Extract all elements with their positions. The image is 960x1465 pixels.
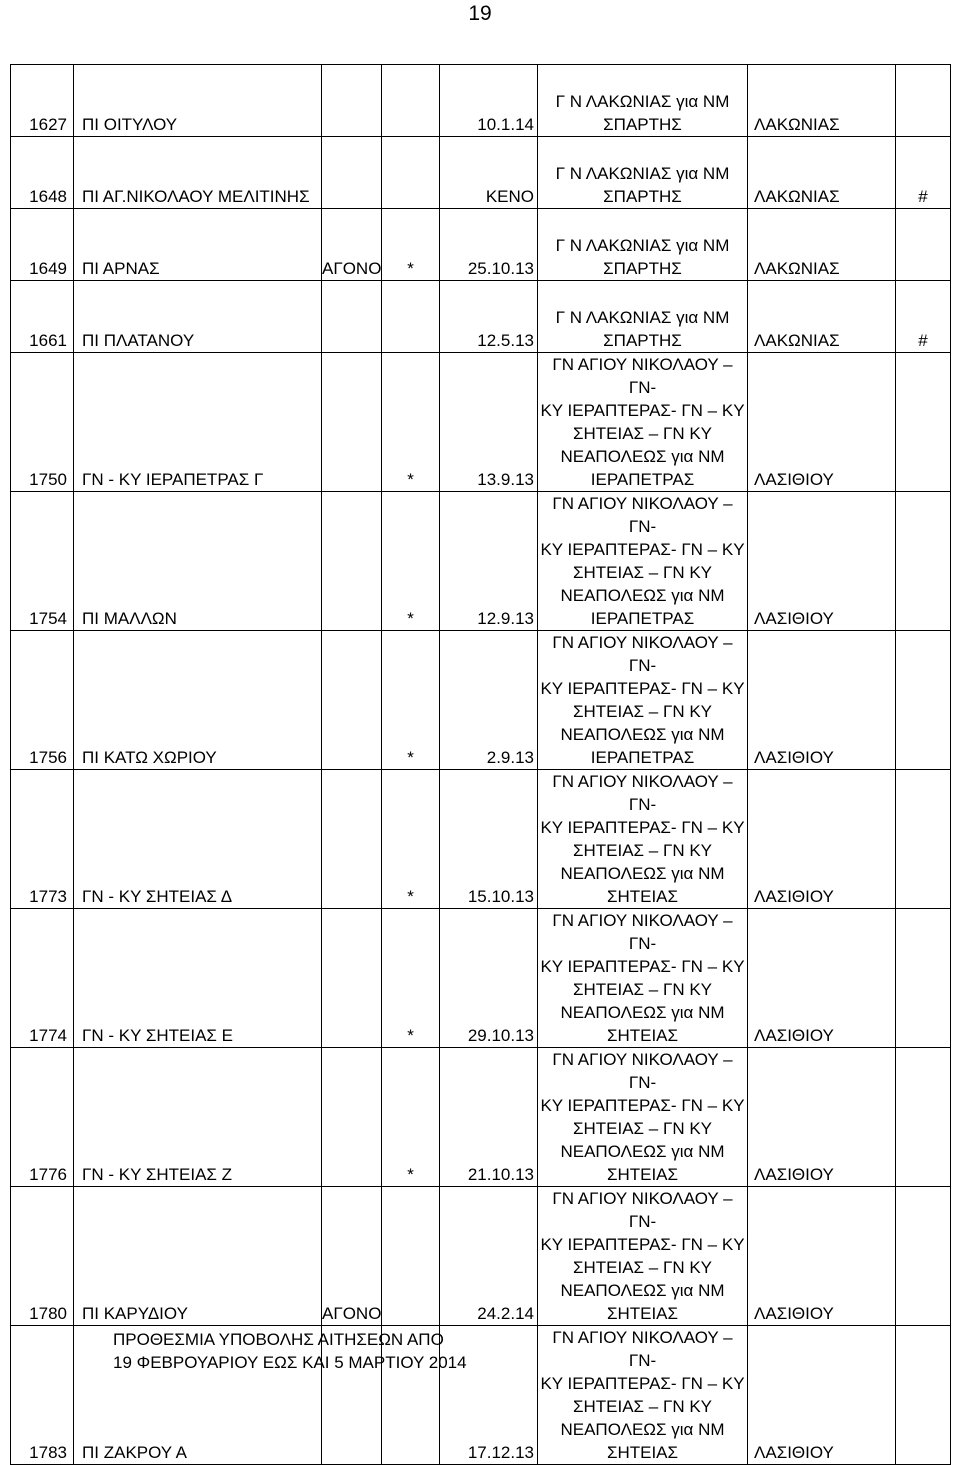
- assignment-line: ΣΠΑΡΤΗΣ: [603, 187, 682, 206]
- table-row: [11, 770, 951, 909]
- mark-cell: [896, 1048, 951, 1187]
- page-number: 19: [468, 2, 492, 25]
- unit-name-cell: ΠΙ ΟΙΤΥΛΟΥ: [74, 65, 322, 137]
- assignment-line: ΣΠΑΡΤΗΣ: [603, 331, 682, 350]
- assignment-line: ΓΝ ΑΓΙΟΥ ΝΙΚΟΛΑΟΥ – ΓΝ-: [552, 633, 733, 675]
- region-cell: ΛΑΚΩΝΙΑΣ: [748, 65, 896, 137]
- star-cell: [382, 1187, 440, 1326]
- agono-cell: ΑΓΟΝΟ: [322, 209, 382, 281]
- star-cell: *: [382, 909, 440, 1048]
- mark-cell: #: [896, 281, 951, 353]
- date-cell: 24.2.14: [440, 1187, 538, 1326]
- assignment-line: ΣΗΤΕΙΑΣ: [606, 1443, 679, 1462]
- assignment-cell: [538, 492, 748, 631]
- assignment-line: ΓΝ ΑΓΙΟΥ ΝΙΚΟΛΑΟΥ – ΓΝ-: [552, 1328, 733, 1370]
- region-cell: ΛΑΣΙΘΙΟΥ: [748, 1048, 896, 1187]
- region-cell: ΛΑΣΙΘΙΟΥ: [748, 1187, 896, 1326]
- assignment-cell: [538, 353, 748, 492]
- assignment-line: ΣΗΤΕΙΑΣ: [606, 1165, 679, 1184]
- table-row: [11, 1048, 951, 1187]
- assignment-line: ΣΠΑΡΤΗΣ: [603, 259, 682, 278]
- assignment-line: ΣΗΤΕΙΑΣ: [606, 1304, 679, 1323]
- unit-name-cell: ΠΙ ΑΓ.ΝΙΚΟΛΑΟΥ ΜΕΛΙΤΙΝΗΣ: [74, 137, 322, 209]
- date-cell: ΚΕΝΟ: [440, 137, 538, 209]
- star-cell: *: [382, 492, 440, 631]
- unit-name-cell: ΠΙ ΜΑΛΛΩΝ: [74, 492, 322, 631]
- row-number-cell: 1754: [11, 492, 74, 631]
- unit-name-cell: ΠΙ ΖΑΚΡΟΥ Α: [74, 1326, 322, 1465]
- row-number-cell: 1773: [11, 770, 74, 909]
- date-cell: 13.9.13: [440, 353, 538, 492]
- row-number-cell: 1783: [11, 1326, 74, 1465]
- assignment-line: ΓΝ ΑΓΙΟΥ ΝΙΚΟΛΑΟΥ – ΓΝ-: [552, 355, 733, 397]
- unit-name-cell: ΠΙ ΑΡΝΑΣ: [74, 209, 322, 281]
- row-number-cell: 1661: [11, 281, 74, 353]
- mark-cell: [896, 353, 951, 492]
- star-cell: *: [382, 353, 440, 492]
- row-number-cell: 1774: [11, 909, 74, 1048]
- assignment-cell: [538, 281, 748, 353]
- unit-name-cell: ΓΝ - ΚΥ ΣΗΤΕΙΑΣ Δ: [74, 770, 322, 909]
- region-cell: ΛΑΣΙΘΙΟΥ: [748, 1326, 896, 1465]
- region-cell: ΛΑΣΙΘΙΟΥ: [748, 492, 896, 631]
- region-cell: ΛΑΣΙΘΙΟΥ: [748, 909, 896, 1048]
- unit-name-cell: ΠΙ ΠΛΑΤΑΝΟΥ: [74, 281, 322, 353]
- table-row: [11, 631, 951, 770]
- assignment-line: ΝΕΑΠΟΛΕΩΣ για ΝΜ: [560, 1420, 725, 1439]
- assignment-line: ΓΝ ΑΓΙΟΥ ΝΙΚΟΛΑΟΥ – ΓΝ-: [552, 772, 733, 814]
- assignment-line: ΚΥ ΙΕΡΑΠΤΕΡΑΣ- ΓΝ – ΚΥ: [540, 957, 745, 976]
- assignment-line: ΣΗΤΕΙΑΣ – ΓΝ ΚΥ: [572, 841, 713, 860]
- assignment-cell: [538, 65, 748, 137]
- assignment-line: ΝΕΑΠΟΛΕΩΣ για ΝΜ: [560, 1003, 725, 1022]
- unit-name-cell: ΓΝ - ΚΥ ΣΗΤΕΙΑΣ Ε: [74, 909, 322, 1048]
- date-cell: 21.10.13: [440, 1048, 538, 1187]
- star-cell: *: [382, 631, 440, 770]
- agono-cell: [322, 770, 382, 909]
- date-cell: 25.10.13: [440, 209, 538, 281]
- deadline-footer: [113, 1328, 467, 1374]
- date-cell: 17.12.13: [440, 1326, 538, 1465]
- assignment-line: ΚΥ ΙΕΡΑΠΤΕΡΑΣ- ΓΝ – ΚΥ: [540, 1235, 745, 1254]
- region-cell: ΛΑΚΩΝΙΑΣ: [748, 281, 896, 353]
- agono-cell: [322, 1048, 382, 1187]
- assignment-line: ΝΕΑΠΟΛΕΩΣ για ΝΜ: [560, 447, 725, 466]
- assignment-line: ΝΕΑΠΟΛΕΩΣ για ΝΜ: [560, 1142, 725, 1161]
- assignment-line: ΓΝ ΑΓΙΟΥ ΝΙΚΟΛΑΟΥ – ΓΝ-: [552, 1189, 733, 1231]
- assignment-line: ΝΕΑΠΟΛΕΩΣ για ΝΜ: [560, 586, 725, 605]
- agono-cell: [322, 631, 382, 770]
- assignment-line: ΙΕΡΑΠΕΤΡΑΣ: [590, 609, 695, 628]
- star-cell: *: [382, 770, 440, 909]
- assignment-line: ΚΥ ΙΕΡΑΠΤΕΡΑΣ- ΓΝ – ΚΥ: [540, 679, 745, 698]
- assignment-line: ΚΥ ΙΕΡΑΠΤΕΡΑΣ- ΓΝ – ΚΥ: [540, 1374, 745, 1393]
- assignment-line: Γ Ν ΛΑΚΩΝΙΑΣ για ΝΜ: [555, 164, 730, 183]
- date-cell: 12.9.13: [440, 492, 538, 631]
- row-number-cell: 1756: [11, 631, 74, 770]
- assignment-line: Γ Ν ΛΑΚΩΝΙΑΣ για ΝΜ: [555, 92, 730, 111]
- positions-table: [10, 64, 951, 1465]
- mark-cell: #: [896, 137, 951, 209]
- table-row: [11, 353, 951, 492]
- region-cell: ΛΑΚΩΝΙΑΣ: [748, 137, 896, 209]
- table-row: [11, 281, 951, 353]
- mark-cell: [896, 492, 951, 631]
- assignment-line: ΣΗΤΕΙΑΣ – ΓΝ ΚΥ: [572, 424, 713, 443]
- assignment-line: ΣΗΤΕΙΑΣ – ΓΝ ΚΥ: [572, 1258, 713, 1277]
- mark-cell: [896, 770, 951, 909]
- assignment-cell: [538, 770, 748, 909]
- assignment-line: ΝΕΑΠΟΛΕΩΣ για ΝΜ: [560, 725, 725, 744]
- assignment-line: ΣΗΤΕΙΑΣ: [606, 887, 679, 906]
- assignment-line: Γ Ν ΛΑΚΩΝΙΑΣ για ΝΜ: [555, 236, 730, 255]
- agono-cell: [322, 281, 382, 353]
- agono-cell: [322, 353, 382, 492]
- region-cell: ΛΑΣΙΘΙΟΥ: [748, 631, 896, 770]
- assignment-cell: [538, 1048, 748, 1187]
- assignment-line: ΝΕΑΠΟΛΕΩΣ για ΝΜ: [560, 864, 725, 883]
- assignment-line: ΓΝ ΑΓΙΟΥ ΝΙΚΟΛΑΟΥ – ΓΝ-: [552, 911, 733, 953]
- row-number-cell: 1776: [11, 1048, 74, 1187]
- agono-cell: [322, 65, 382, 137]
- table-body: [11, 65, 951, 1465]
- agono-cell: [322, 909, 382, 1048]
- star-cell: [382, 281, 440, 353]
- assignment-line: ΚΥ ΙΕΡΑΠΤΕΡΑΣ- ΓΝ – ΚΥ: [540, 540, 745, 559]
- star-cell: [382, 137, 440, 209]
- table-row: [11, 137, 951, 209]
- assignment-line: ΣΗΤΕΙΑΣ – ΓΝ ΚΥ: [572, 1119, 713, 1138]
- star-cell: *: [382, 1048, 440, 1187]
- assignment-cell: [538, 909, 748, 1048]
- date-cell: 12.5.13: [440, 281, 538, 353]
- assignment-line: ΙΕΡΑΠΕΤΡΑΣ: [590, 470, 695, 489]
- table-row: [11, 209, 951, 281]
- star-cell: [382, 65, 440, 137]
- unit-name-cell: ΓΝ - ΚΥ ΙΕΡΑΠΕΤΡΑΣ Γ: [74, 353, 322, 492]
- date-cell: 29.10.13: [440, 909, 538, 1048]
- region-cell: ΛΑΣΙΘΙΟΥ: [748, 770, 896, 909]
- mark-cell: [896, 1187, 951, 1326]
- row-number-cell: 1750: [11, 353, 74, 492]
- footer-line-2: 19 ΦΕΒΡΟΥΑΡΙΟΥ ΕΩΣ ΚΑΙ 5 ΜΑΡΤΙΟΥ 2014: [113, 1353, 467, 1372]
- assignment-cell: [538, 631, 748, 770]
- unit-name-cell: ΠΙ ΚΑΡΥΔΙΟΥ: [74, 1187, 322, 1326]
- assignment-line: ΣΗΤΕΙΑΣ – ΓΝ ΚΥ: [572, 980, 713, 999]
- assignment-line: ΚΥ ΙΕΡΑΠΤΕΡΑΣ- ΓΝ – ΚΥ: [540, 818, 745, 837]
- assignment-cell: [538, 209, 748, 281]
- table-row: [11, 1187, 951, 1326]
- assignment-line: ΣΗΤΕΙΑΣ – ΓΝ ΚΥ: [572, 563, 713, 582]
- date-cell: 15.10.13: [440, 770, 538, 909]
- assignment-line: ΣΠΑΡΤΗΣ: [603, 115, 682, 134]
- assignment-line: ΣΗΤΕΙΑΣ – ΓΝ ΚΥ: [572, 1397, 713, 1416]
- unit-name-cell: ΓΝ - ΚΥ ΣΗΤΕΙΑΣ Ζ: [74, 1048, 322, 1187]
- assignment-line: ΚΥ ΙΕΡΑΠΤΕΡΑΣ- ΓΝ – ΚΥ: [540, 401, 745, 420]
- assignment-line: ΙΕΡΑΠΕΤΡΑΣ: [590, 748, 695, 767]
- assignment-line: ΝΕΑΠΟΛΕΩΣ για ΝΜ: [560, 1281, 725, 1300]
- footer-line-1: ΠΡΟΘΕΣΜΙΑ ΥΠΟΒΟΛΗΣ ΑΙΤΗΣΕΩΝ ΑΠΟ: [113, 1330, 444, 1349]
- assignment-line: ΚΥ ΙΕΡΑΠΤΕΡΑΣ- ΓΝ – ΚΥ: [540, 1096, 745, 1115]
- unit-name-cell: ΠΙ ΚΑΤΩ ΧΩΡΙΟΥ: [74, 631, 322, 770]
- agono-cell: ΑΓΟΝΟ: [322, 1187, 382, 1326]
- star-cell: *: [382, 209, 440, 281]
- row-number-cell: 1648: [11, 137, 74, 209]
- assignment-line: ΣΗΤΕΙΑΣ: [606, 1026, 679, 1045]
- mark-cell: [896, 65, 951, 137]
- date-cell: 10.1.14: [440, 65, 538, 137]
- region-cell: ΛΑΚΩΝΙΑΣ: [748, 209, 896, 281]
- row-number-cell: 1649: [11, 209, 74, 281]
- assignment-line: ΣΗΤΕΙΑΣ – ΓΝ ΚΥ: [572, 702, 713, 721]
- mark-cell: [896, 1326, 951, 1465]
- table-row: [11, 909, 951, 1048]
- agono-cell: [322, 492, 382, 631]
- mark-cell: [896, 909, 951, 1048]
- assignment-cell: [538, 1187, 748, 1326]
- assignment-cell: [538, 1326, 748, 1465]
- agono-cell: [322, 137, 382, 209]
- table-row: [11, 492, 951, 631]
- mark-cell: [896, 209, 951, 281]
- assignment-cell: [538, 137, 748, 209]
- date-cell: 2.9.13: [440, 631, 538, 770]
- row-number-cell: 1780: [11, 1187, 74, 1326]
- table-row: [11, 65, 951, 137]
- region-cell: ΛΑΣΙΘΙΟΥ: [748, 353, 896, 492]
- assignment-line: Γ Ν ΛΑΚΩΝΙΑΣ για ΝΜ: [555, 308, 730, 327]
- mark-cell: [896, 631, 951, 770]
- row-number-cell: 1627: [11, 65, 74, 137]
- assignment-line: ΓΝ ΑΓΙΟΥ ΝΙΚΟΛΑΟΥ – ΓΝ-: [552, 1050, 733, 1092]
- assignment-line: ΓΝ ΑΓΙΟΥ ΝΙΚΟΛΑΟΥ – ΓΝ-: [552, 494, 733, 536]
